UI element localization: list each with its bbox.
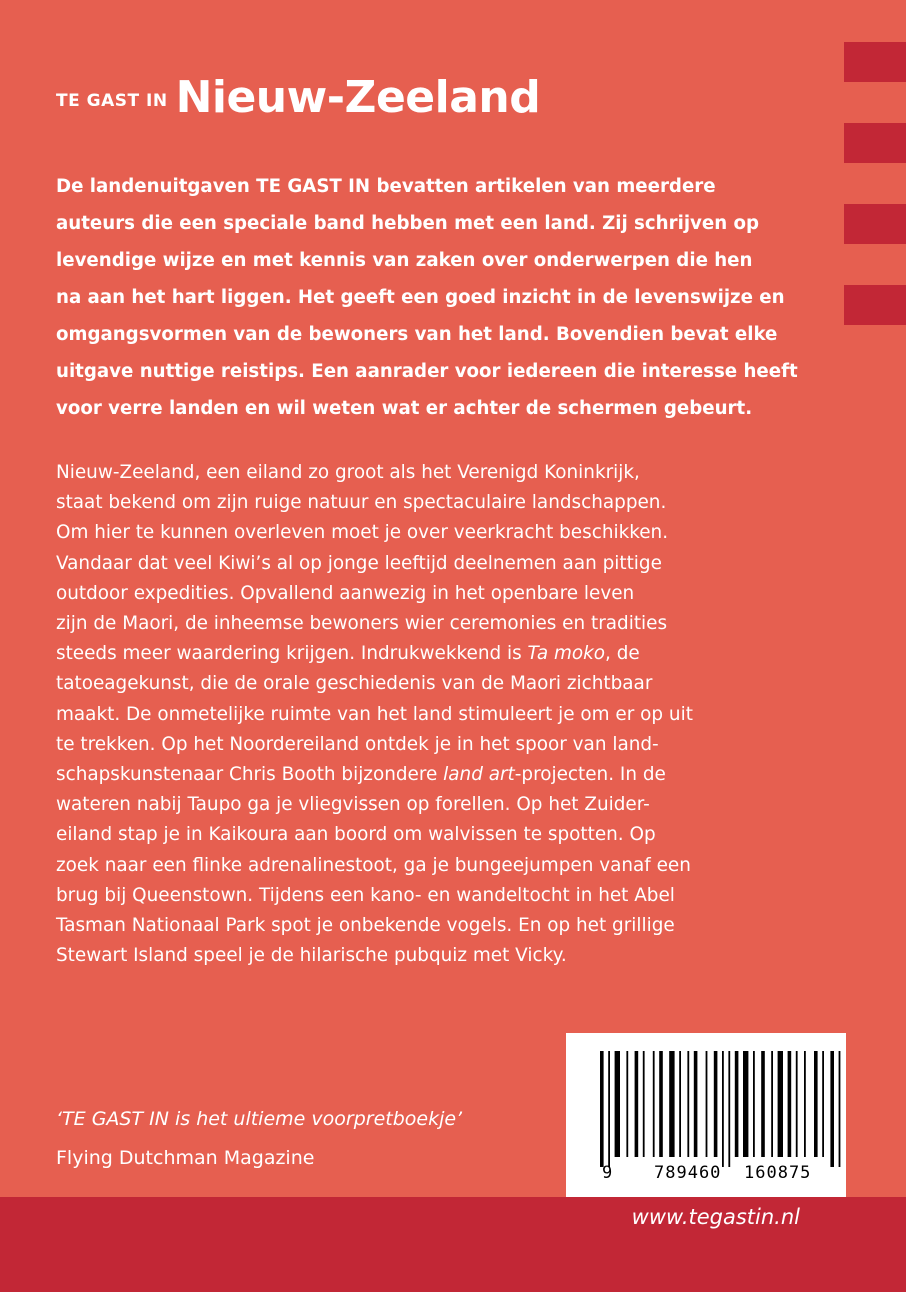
body-line: outdoor expedities. Opvallend aanwezig in het openbare leven [56, 582, 635, 604]
intro-line: na aan het hart liggen. Het geeft een goed inzicht in de levenswijze en [56, 287, 785, 308]
body-text-segment: steeds meer waardering krijgen. Indrukwekkend is [56, 643, 528, 665]
series-name: TE GAST IN [56, 91, 168, 111]
edge-tab [844, 285, 906, 325]
barcode-left-digits: 789460 [654, 1163, 722, 1183]
body-line: maakt. De onmetelijke ruimte van het land stimuleert je om er op uit [56, 703, 693, 725]
isbn-barcode [566, 1033, 846, 1197]
barcode-bar [771, 1051, 773, 1157]
book-title: Nieuw-Zeeland [175, 72, 541, 123]
barcode-bar [714, 1051, 718, 1157]
barcode-bar [753, 1051, 755, 1157]
barcode-bar [830, 1051, 834, 1167]
body-line: Tasman Nationaal Park spot je onbekende vogels. En op het grillige [56, 915, 675, 937]
barcode-bar [761, 1051, 765, 1157]
barcode-right-digits: 160875 [744, 1163, 812, 1183]
barcode-bar [608, 1051, 610, 1167]
barcode-bar [814, 1051, 818, 1157]
barcode-bar [669, 1051, 674, 1157]
body-line: wateren nabij Taupo ga je vliegvissen op forellen. Op het Zuider- [56, 794, 650, 816]
italic-term: Ta moko [527, 643, 606, 665]
barcode-lead-digit: 9 [602, 1163, 613, 1183]
barcode-bar [728, 1051, 730, 1167]
quote-source: Flying Dutchman Magazine [56, 1147, 315, 1169]
body-line: tatoeagekunst, die de orale geschiedenis van de Maori zichtbaar [56, 673, 653, 695]
body-line [56, 760, 846, 790]
barcode-bar [796, 1051, 798, 1157]
body-line: te trekken. Op het Noordereiland ontdek je in het spoor van land- [56, 733, 659, 755]
barcode-bar [839, 1051, 841, 1167]
body-line: Om hier te kunnen overleven moet je over veerkracht beschikken. [56, 522, 669, 544]
barcode-bar [687, 1051, 689, 1157]
barcode-bar [694, 1051, 698, 1157]
body-line: brug bij Queenstown. Tijdens een kano- en wandeltocht in het Abel [56, 884, 675, 906]
barcode-bar [653, 1051, 655, 1157]
barcode-bar [804, 1051, 806, 1157]
body-line: zijn de Maori, de inheemse bewoners wier ceremonies en tradities [56, 613, 668, 635]
body-text-segment: -projecten. In de [514, 764, 666, 786]
barcode-bar [635, 1051, 639, 1157]
barcode-bar [722, 1051, 724, 1167]
description-paragraph [56, 458, 846, 971]
edge-tab [844, 42, 906, 82]
footer-band [0, 1197, 906, 1292]
barcode-bar [788, 1051, 792, 1157]
barcode-bar [659, 1051, 663, 1157]
body-text-segment: , de [605, 643, 640, 665]
website-url[interactable]: www.tegastin.nl [631, 1205, 800, 1229]
intro-paragraph [56, 168, 846, 427]
barcode-bar [743, 1051, 748, 1157]
body-line: eiland stap je in Kaikoura aan boord om walvissen te spotten. Op [56, 824, 656, 846]
body-line: Nieuw-Zeeland, een eiland zo groot als het Verenigd Koninkrijk, [56, 462, 640, 483]
edge-tabs [844, 42, 906, 366]
intro-line: voor verre landen en wil weten wat er achter de schermen gebeurt. [56, 398, 753, 419]
intro-line: levendige wijze en met kennis van zaken over onderwerpen die hen [56, 250, 753, 271]
barcode-bar [822, 1051, 824, 1157]
edge-tab [844, 204, 906, 244]
intro-line: De landenuitgaven TE GAST IN bevatten artikelen van meerdere [56, 176, 716, 197]
body-text-segment: schapskunstenaar Chris Booth bijzondere [56, 764, 444, 786]
barcode-graphic [566, 1033, 846, 1197]
barcode-bar [778, 1051, 783, 1157]
intro-line: auteurs die een speciale band hebben met een land. Zij schrijven op [56, 213, 760, 234]
body-line [56, 639, 846, 669]
body-line: Stewart Island speel je de hilarische pubquiz met Vicky. [56, 945, 567, 967]
barcode-bar [626, 1051, 628, 1157]
intro-line: omgangsvormen van de bewoners van het land. Bovendien bevat elke [56, 324, 778, 345]
barcode-bar [615, 1051, 620, 1157]
edge-tab [844, 123, 906, 163]
body-line: zoek naar een flinke adrenalinestoot, ga je bungeejumpen vanaf een [56, 854, 691, 876]
review-quote: ‘TE GAST IN is het ultieme voorpretboekje’ [56, 1108, 463, 1130]
barcode-bar [735, 1051, 739, 1157]
barcode-bar [643, 1051, 645, 1157]
barcode-bar [706, 1051, 708, 1157]
barcode-bar [679, 1051, 681, 1157]
intro-line: uitgave nuttige reistips. Een aanrader voor iedereen die interesse heeft [56, 361, 798, 382]
body-line: staat bekend om zijn ruige natuur en spectaculaire landschappen. [56, 492, 667, 514]
barcode-bar [600, 1051, 604, 1167]
italic-term: land art [443, 764, 515, 786]
book-heading [56, 72, 540, 123]
body-line: Vandaar dat veel Kiwi’s al op jonge leeftijd deelnemen aan pittige [56, 552, 662, 574]
